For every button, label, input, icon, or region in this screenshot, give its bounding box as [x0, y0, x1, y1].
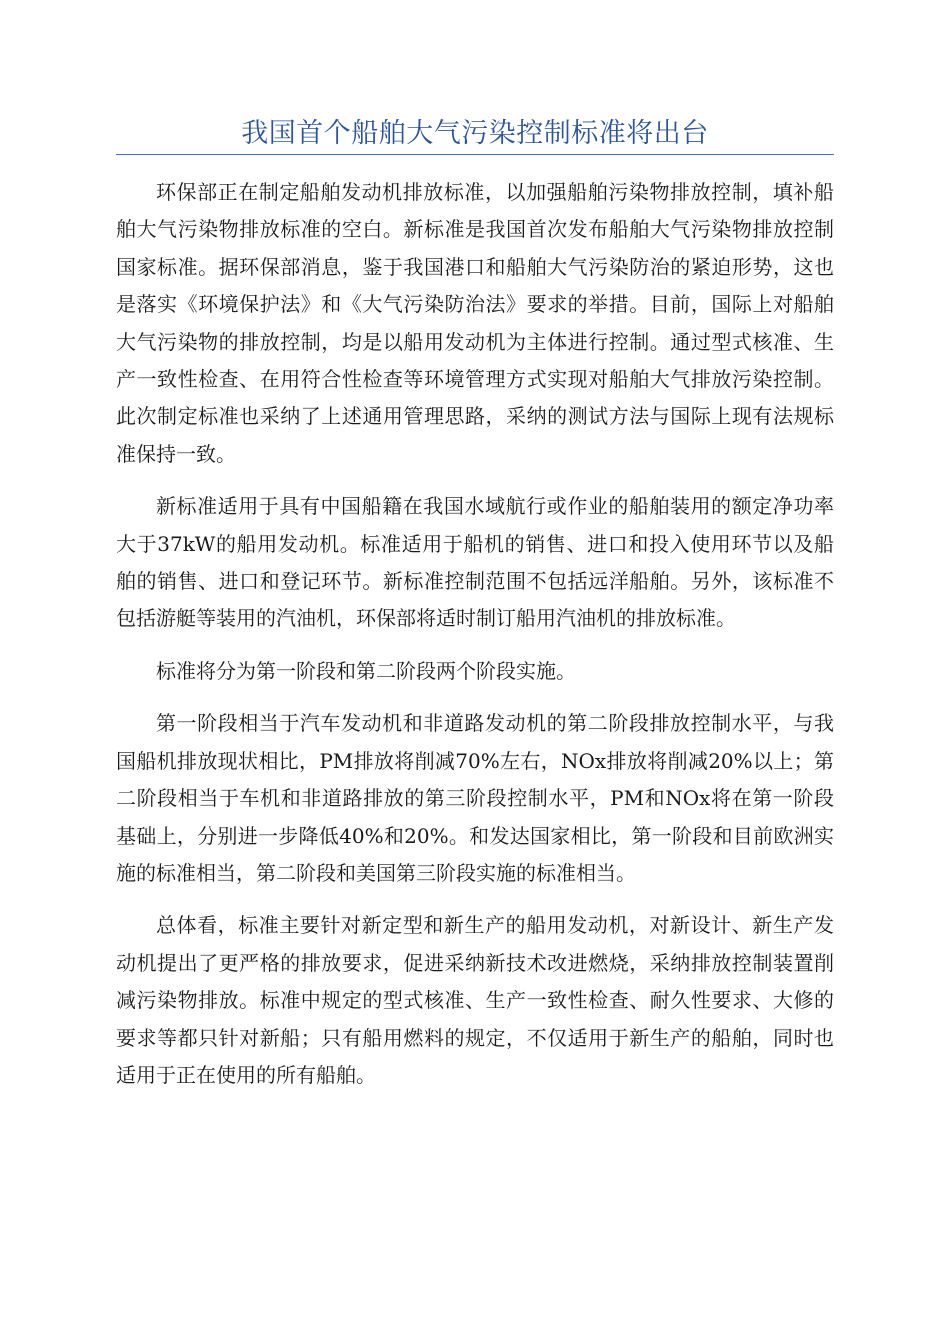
- paragraph-3: 标准将分为第一阶段和第二阶段两个阶段实施。: [156, 658, 576, 683]
- document-body: [116, 174, 834, 1109]
- paragraph-2: 新标准适用于具有中国船籍在我国水域航行或作业的船舶装用的额定净功率大于37kW的船用发动机。标准适用于船机的销售、进口和投入使用环节以及船舶的销售、进口和登记环节。新标准控制范围不包括远洋船舶。另外，该标准不包括游艇等装用的汽油机，环保部将适时制订船用汽油机的排放标准。: [116, 494, 834, 631]
- paragraph-1: 环保部正在制定船舶发动机排放标准，以加强船舶污染物排放控制，填补船舶大气污染物排放标准的空白。新标准是我国首次发布船舶大气污染物排放控制国家标准。据环保部消息，鉴于我国港口和船舶大气污染防治的紧迫形势，这也是落实《环境保护法》和《大气污染防治法》要求的举措。目前，国际上对船舶大气污染物的排放控制，均是以船用发动机为主体进行控制。通过型式核准、生产一致性检查、在用符合性检查等环境管理方式实现对船舶大气排放污染控制。此次制定标准也采纳了上述通用管理思路，采纳的测试方法与国际上现有法规标准保持一致。: [116, 180, 834, 466]
- document-page: [116, 0, 834, 1344]
- document-title: 我国首个船舶大气污染控制标准将出台: [241, 118, 709, 149]
- paragraph-5: 总体看，标准主要针对新定型和新生产的船用发动机，对新设计、新生产发动机提出了更严格的排放要求，促进采纳新技术改进燃烧，采纳排放控制装置削减污染物排放。标准中规定的型式核准、生产一致性检查、耐久性要求、大修的要求等都只针对新船；只有船用燃料的规定，不仅适用于新生产的船舶，同时也适用于正在使用的所有船舶。: [116, 913, 834, 1087]
- title-underline: [116, 154, 834, 155]
- paragraph-4: 第一阶段相当于汽车发动机和非道路发动机的第二阶段排放控制水平，与我国船机排放现状相比，PM排放将削减70%左右，NOx排放将削减20%以上；第二阶段相当于车机和非道路排放的第三阶段控制水平，PM和NOx将在第一阶段基础上，分别进一步降低40%和20%。和发达国家相比，第一阶段和目前欧洲实施的标准相当，第二阶段和美国第三阶段实施的标准相当。: [116, 711, 834, 885]
